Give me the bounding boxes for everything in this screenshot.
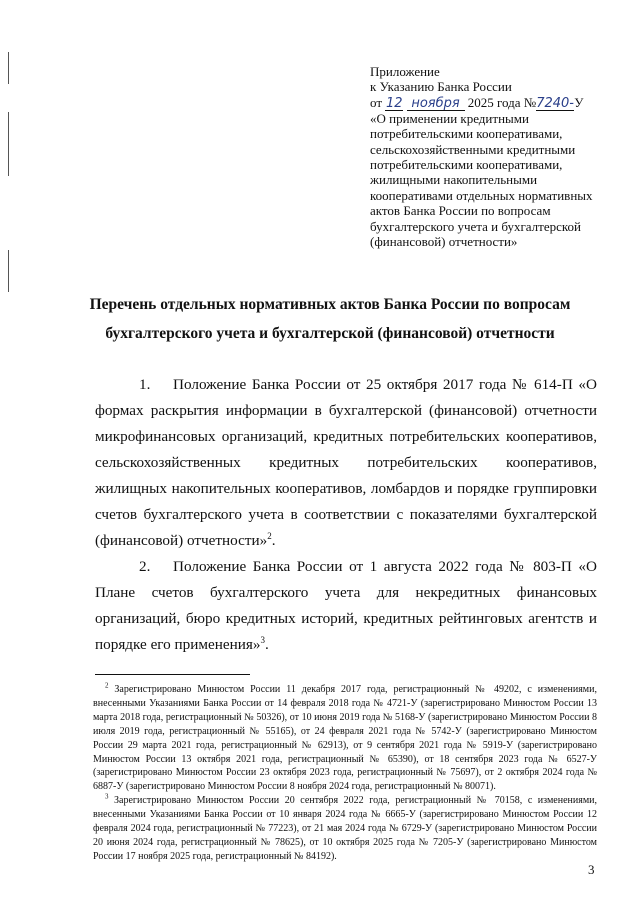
footnote [93,683,597,794]
footnote-ref: 3 [260,634,265,645]
footnote-text: Зарегистрировано Минюстом России 20 сентября 2022 года, регистрационный № 70158, с изменениями, внесенными Указаниями Банка России от 10 января 2024 года № 6665-У (зарегистрировано Минюстом России 12 февраля 2024 года, регистрационный № 77223), от 21 мая 2024 года № 6729-У (зарегистрировано Минюстом России 20 июня 2024 года, регистрационный № 78625), от 10 октября 2025 года № 7205-У (зарегистрировано Минюстом России 17 ноября 2025 года, регистрационный № 84192). [93,795,598,862]
appendix-subject-line: бухгалтерского учета и бухгалтерской [370,218,581,234]
document-title [60,290,600,348]
handwritten-number: 7240- [536,95,574,111]
scan-edge-mark-top [8,52,9,84]
number-suffix: У [574,94,584,110]
page-number: 3 [588,862,595,877]
title-line-2: бухгалтерского учета и бухгалтерской (финансовой) отчетности [105,325,555,342]
item-end: . [264,636,269,653]
appendix-subject-line: «О применении кредитными [370,110,529,126]
list-item [95,372,597,554]
appendix-subject-line: сельскохозяйственными кредитными [370,141,576,157]
footnote-mark: 3 [105,792,109,801]
regulations-list [95,372,597,658]
footnotes [93,683,597,864]
list-item [95,554,597,658]
appendix-label: Приложение [370,64,440,79]
appendix-subject-line: кооперативами отдельных нормативных [370,187,593,203]
appendix-subject-line: (финансовой) отчетности» [370,234,518,250]
footnote [93,794,597,864]
year-text: 2025 года № [467,94,537,110]
item-end: . [271,532,276,549]
scan-edge-mark-middle [8,112,9,176]
footnote-text: Зарегистрировано Минюстом России 11 декабря 2017 года, регистрационный № 49202, с изменениями, внесенными Указаниями Банка России от 14 февраля 2018 года № 4721-У (зарегистрировано Минюстом России 13 марта 2018 года, регистрационный № 50326), от 10 июня 2019 года № 5168-У (зарегистрировано Минюстом России 8 июля 2019 года, регистрационный № 55165), от 24 февраля 2021 года № 5742-У (зарегистрировано Минюстом России 29 марта 2021 года, регистрационный № 62913), от 9 сентября 2021 года № 5919-У (зарегистрировано Минюстом России 13 октября 2021 года, регистрационный № 65390), от 18 сентября 2023 года № 6527-У (зарегистрировано Минюстом России 23 октября 2023 года, регистрационный № 75697), от 2 октября 2024 года № 6887-У (зарегистрировано Минюстом России 8 ноября 2024 года, регистрационный № 80071). [93,684,597,793]
handwritten-month: ноября [407,97,465,111]
appendix-subject-line: потребительскими кооперативами, [370,157,563,173]
appendix-subject-line: потребительскими кооперативами, [370,126,563,142]
item-text: Положение Банка России от 1 августа 2022 года № 803-П «О Плане счетов бухгалтерского учета для некредитных финансовых организаций, бюро кредитных историй, кредитных рейтинговых агентств и порядке его применения» [95,558,597,653]
appendix-subject-line: актов Банка России по вопросам [370,203,551,219]
scan-edge-mark-lower [8,250,9,292]
appendix-date-line [370,95,610,111]
item-number: 2. [139,558,151,575]
handwritten-day: 12 [385,95,403,111]
appendix-subject-line: жилищными накопительными [370,172,538,188]
appendix-reference: к Указанию Банка России [370,79,512,95]
date-prefix: от [370,94,383,110]
item-text: Положение Банка России от 25 октября 2017 года № 614-П «О формах раскрытия информации в бухгалтерской (финансовой) отчетности микрофинансовых организаций, кредитных потребительских кооперативов, сельскохозяйственных кредитных потребительских кооперативов, жилищных накопительных кооперативов, ломбардов и порядке группировки счетов бухгалтерского учета в соответствии с показателями бухгалтерской (финансовой) отчетности» [95,376,597,549]
item-number: 1. [139,376,151,393]
appendix-header [370,64,610,249]
title-line-1: Перечень отдельных нормативных актов Банка России по вопросам [89,296,571,313]
footnote-ref: 2 [267,530,272,541]
footnote-separator [95,674,250,675]
footnote-mark: 2 [105,681,109,690]
